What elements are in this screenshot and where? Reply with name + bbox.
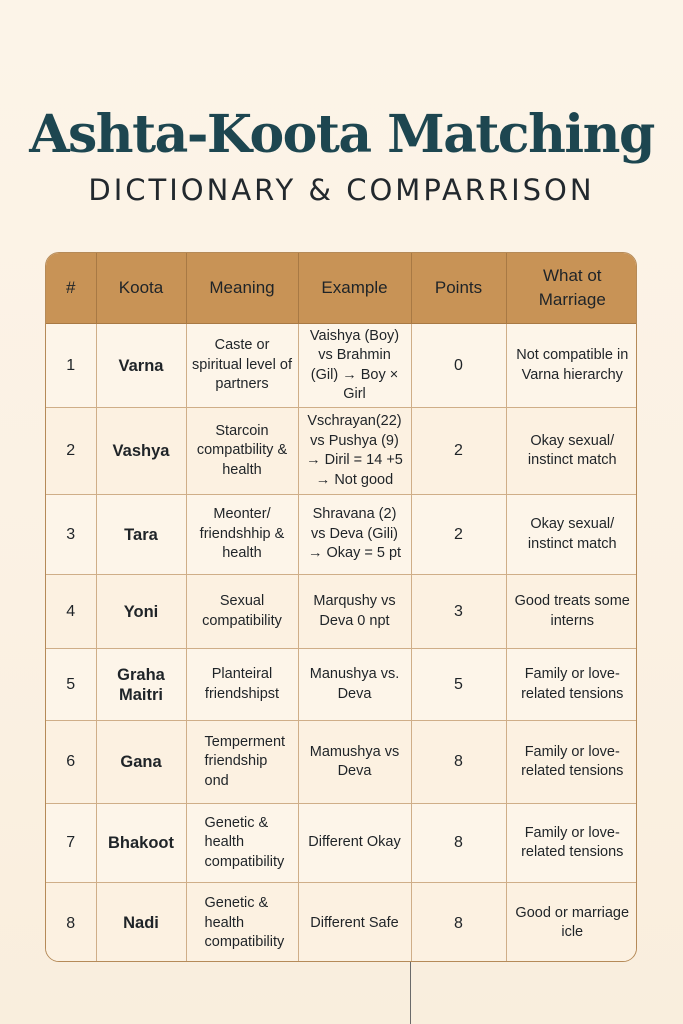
- row-koota: Gana: [96, 721, 186, 804]
- row-points: 0: [411, 324, 506, 408]
- row-meaning: Planteiral friendshipst: [186, 649, 298, 721]
- row-example: Manushya vs. Deva: [298, 649, 411, 721]
- header-meaning: Meaning: [186, 253, 298, 324]
- row-koota: Graha Maitri: [96, 649, 186, 721]
- row-example: Mamushya vs Deva: [298, 721, 411, 804]
- row-koota: Bhakoot: [96, 804, 186, 883]
- row-number: 7: [46, 804, 96, 883]
- table-header-row: [46, 253, 637, 324]
- row-koota: Yoni: [96, 575, 186, 649]
- koota-table: [45, 252, 637, 962]
- row-number: 4: [46, 575, 96, 649]
- row-marriage: Not compatible in Varna hierarchy: [506, 324, 637, 408]
- row-meaning: Meonter/ friendshhip & health: [186, 495, 298, 575]
- table-row: [46, 575, 637, 649]
- row-marriage: Okay sexual/ instinct match: [506, 408, 637, 495]
- row-number: 1: [46, 324, 96, 408]
- row-marriage: Family or love-related tensions: [506, 804, 637, 883]
- row-points: 8: [411, 804, 506, 883]
- row-meaning: Caste or spiritual level of partners: [186, 324, 298, 408]
- row-meaning: Genetic & health compatibility: [186, 804, 298, 883]
- header-number: #: [46, 253, 96, 324]
- row-points: 8: [411, 883, 506, 963]
- header-koota: Koota: [96, 253, 186, 324]
- row-koota: Tara: [96, 495, 186, 575]
- row-marriage: Family or love-related tensions: [506, 721, 637, 804]
- row-number: 6: [46, 721, 96, 804]
- row-number: 3: [46, 495, 96, 575]
- page-title: Ashta-Koota Matching: [29, 104, 654, 165]
- row-example: Different Okay: [298, 804, 411, 883]
- row-koota: Varna: [96, 324, 186, 408]
- row-koota: Vashya: [96, 408, 186, 495]
- row-koota: Nadi: [96, 883, 186, 963]
- page-subtitle: DICTIONARY & COMPARRISON: [88, 173, 595, 207]
- header-marriage: What ot Marriage: [506, 253, 637, 324]
- row-points: 3: [411, 575, 506, 649]
- table-row: [46, 495, 637, 575]
- row-points: 5: [411, 649, 506, 721]
- table-row: [46, 408, 637, 495]
- row-points: 2: [411, 495, 506, 575]
- table-row: [46, 804, 637, 883]
- row-example: Marqushy vs Deva 0 npt: [298, 575, 411, 649]
- row-example: Shravana (2) vs Deva (Gili) → Okay = 5 pt: [298, 495, 411, 575]
- row-example: Vschrayan(22) vs Pushya (9) → Diril = 14 +5 → Not good: [298, 408, 411, 495]
- row-meaning: Temperment friendship ond: [186, 721, 298, 804]
- table-row: [46, 721, 637, 804]
- row-number: 2: [46, 408, 96, 495]
- row-marriage: Good treats some interns: [506, 575, 637, 649]
- row-meaning: Sexual compatibility: [186, 575, 298, 649]
- row-meaning: Starcoin compatbility & health: [186, 408, 298, 495]
- row-number: 8: [46, 883, 96, 963]
- row-points: 8: [411, 721, 506, 804]
- header-points: Points: [411, 253, 506, 324]
- header-example: Example: [298, 253, 411, 324]
- row-example: Vaishya (Boy) vs Brahmin (Gil) → Boy × Girl: [298, 324, 411, 408]
- row-marriage: Good or marriage icle: [506, 883, 637, 963]
- row-points: 2: [411, 408, 506, 495]
- table-row: [46, 649, 637, 721]
- row-number: 5: [46, 649, 96, 721]
- row-marriage: Family or love-related tensions: [506, 649, 637, 721]
- column-divider-line: [410, 962, 411, 1024]
- row-marriage: Okay sexual/ instinct match: [506, 495, 637, 575]
- row-example: Different Safe: [298, 883, 411, 963]
- table-row: [46, 883, 637, 963]
- table-row: [46, 324, 637, 408]
- row-meaning: Genetic & health compatibility: [186, 883, 298, 963]
